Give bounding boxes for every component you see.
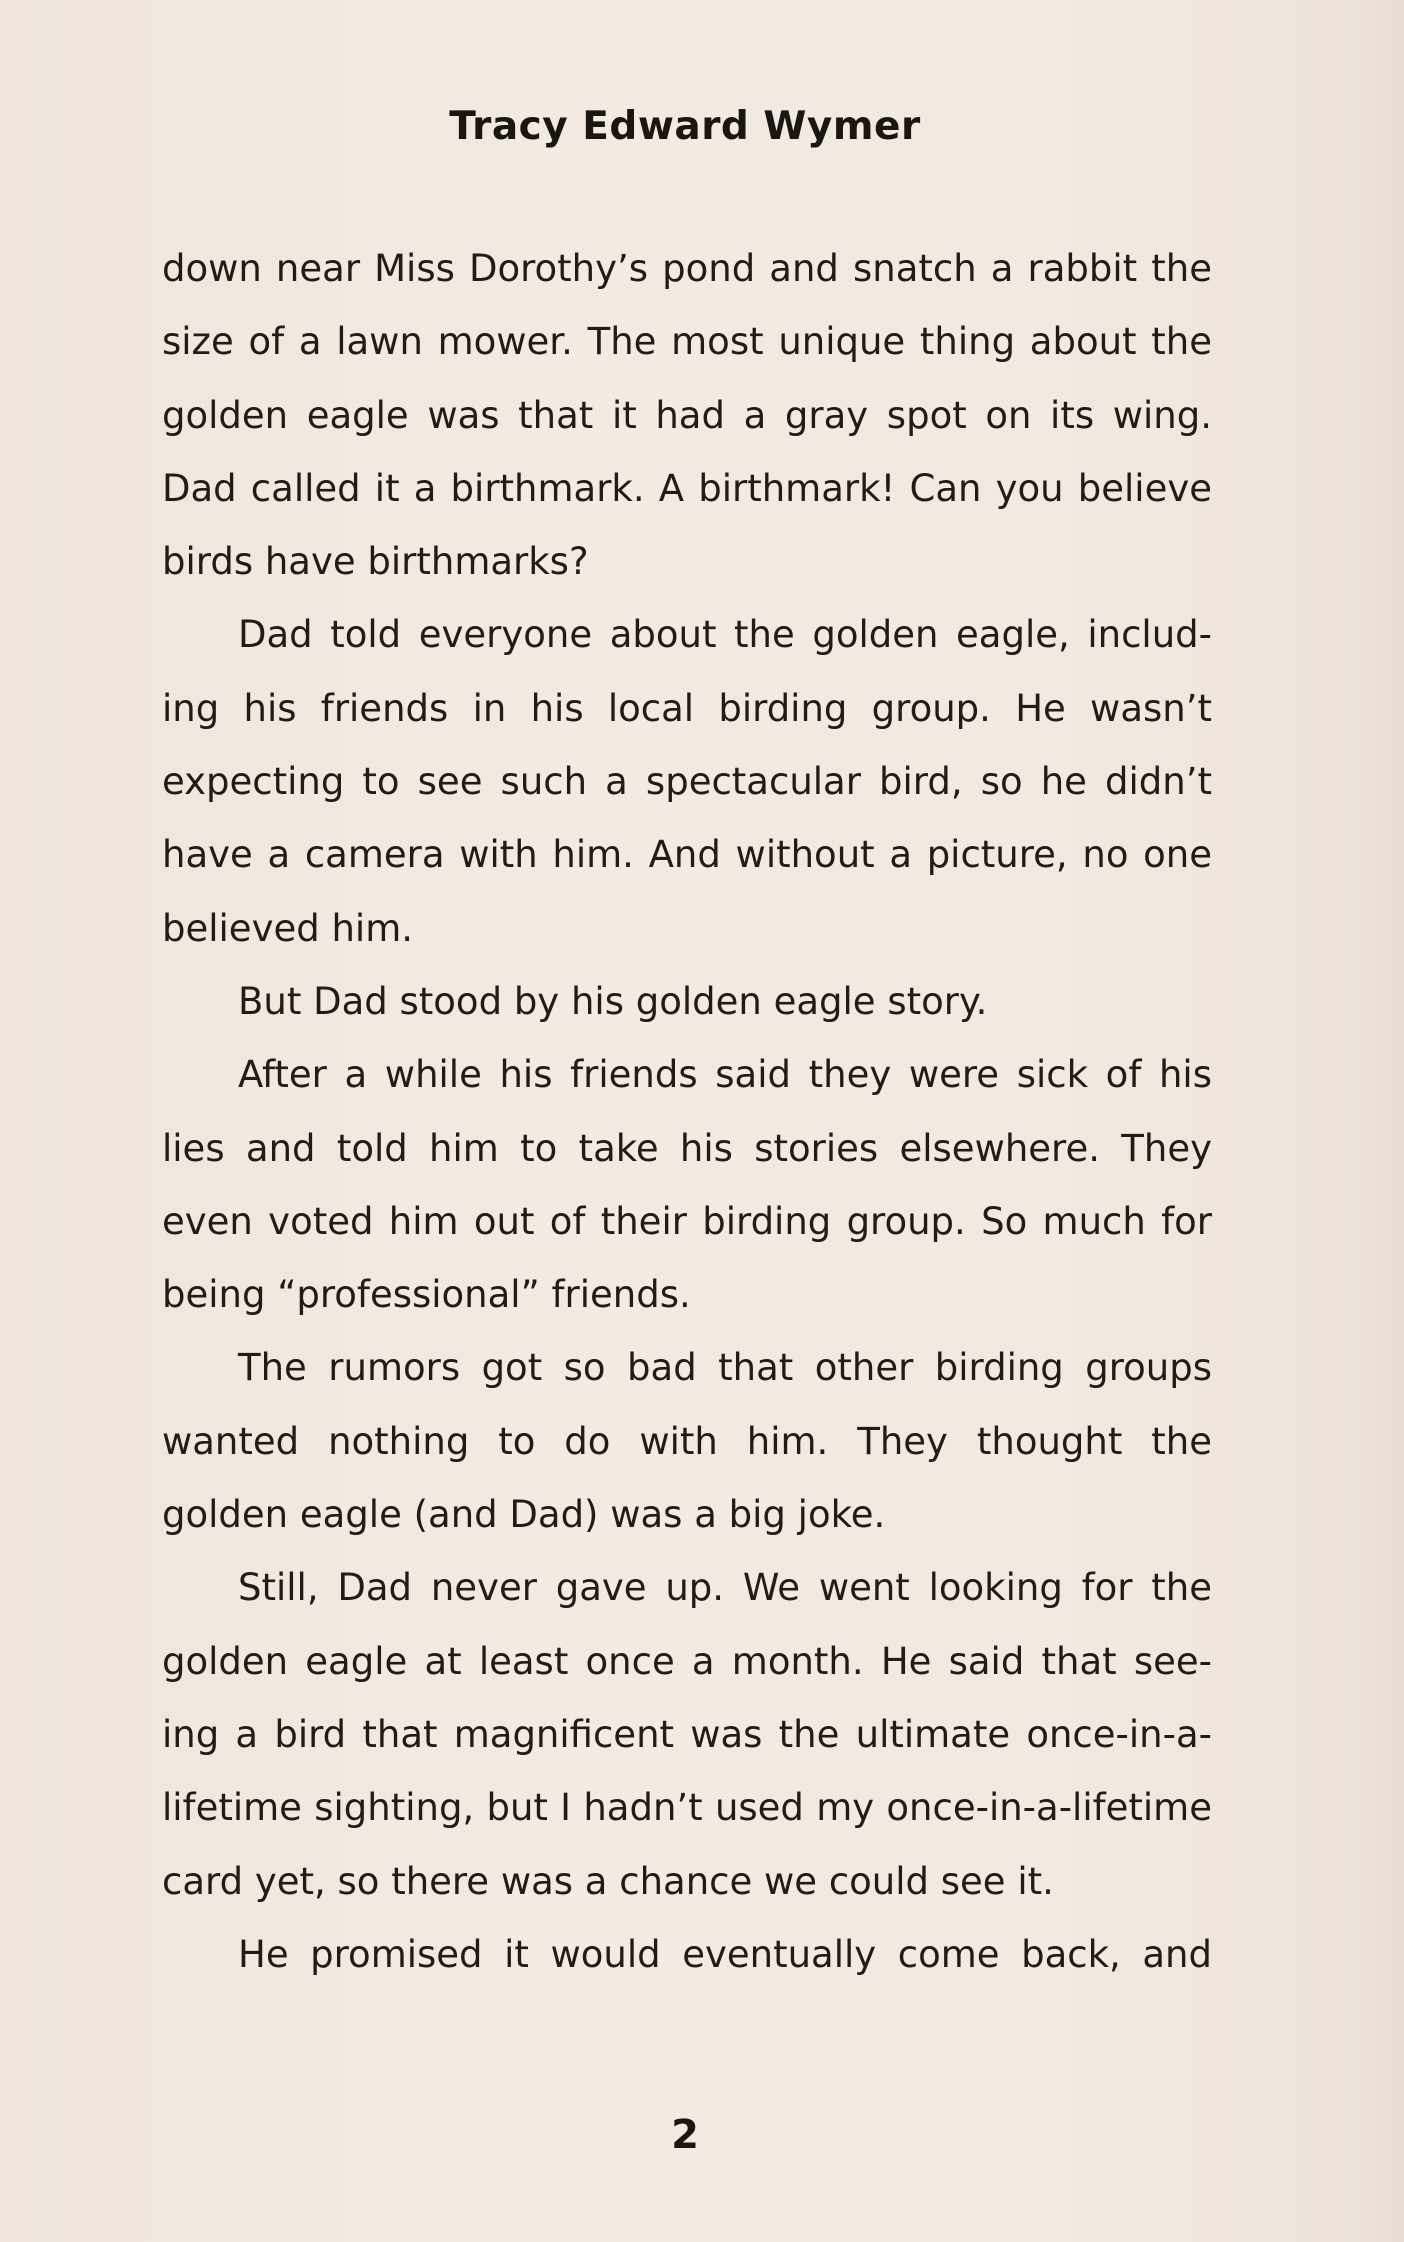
paragraph: But Dad stood by his golden eagle story. <box>238 979 988 1023</box>
paragraph: He promised it would eventually come back, and <box>238 1932 1212 1976</box>
page-edge-shadow <box>1344 0 1404 2242</box>
body-text <box>162 232 1212 1991</box>
paragraph: Dad told everyone about the golden eagle, includ-ing his friends in his local birding group. He wasn’t expecting to see such a spectacular bird, so he didn’t have a camera with him. And without a picture, no one believed him. <box>162 613 1212 950</box>
running-head-author: Tracy Edward Wymer <box>449 104 921 149</box>
paragraph: down near Miss Dorothy’s pond and snatch a rabbit the size of a lawn mower. The most unique thing about the golden eagle was that it had a gray spot on its wing. Dad called it a birthmark. A birthmark! Can you believe birds have birthmarks? <box>162 247 1212 584</box>
page-number: 2 <box>671 2112 699 2158</box>
paragraph: After a while his friends said they were sick of his lies and told him to take his stories elsewhere. They even voted him out of their birding group. So much for being “professional” friends. <box>162 1053 1212 1317</box>
paragraph: Still, Dad never gave up. We went looking for the golden eagle at least once a month. He said that see-ing a bird that magnificent was the ultimate once-in-a-lifetime sighting, but I hadn’t used my once-in-a-lifetime card yet, so there was a chance we could see it. <box>162 1566 1212 1903</box>
paragraph: The rumors got so bad that other birding groups wanted nothing to do with him. They thought the golden eagle (and Dad) was a big joke. <box>162 1346 1212 1537</box>
